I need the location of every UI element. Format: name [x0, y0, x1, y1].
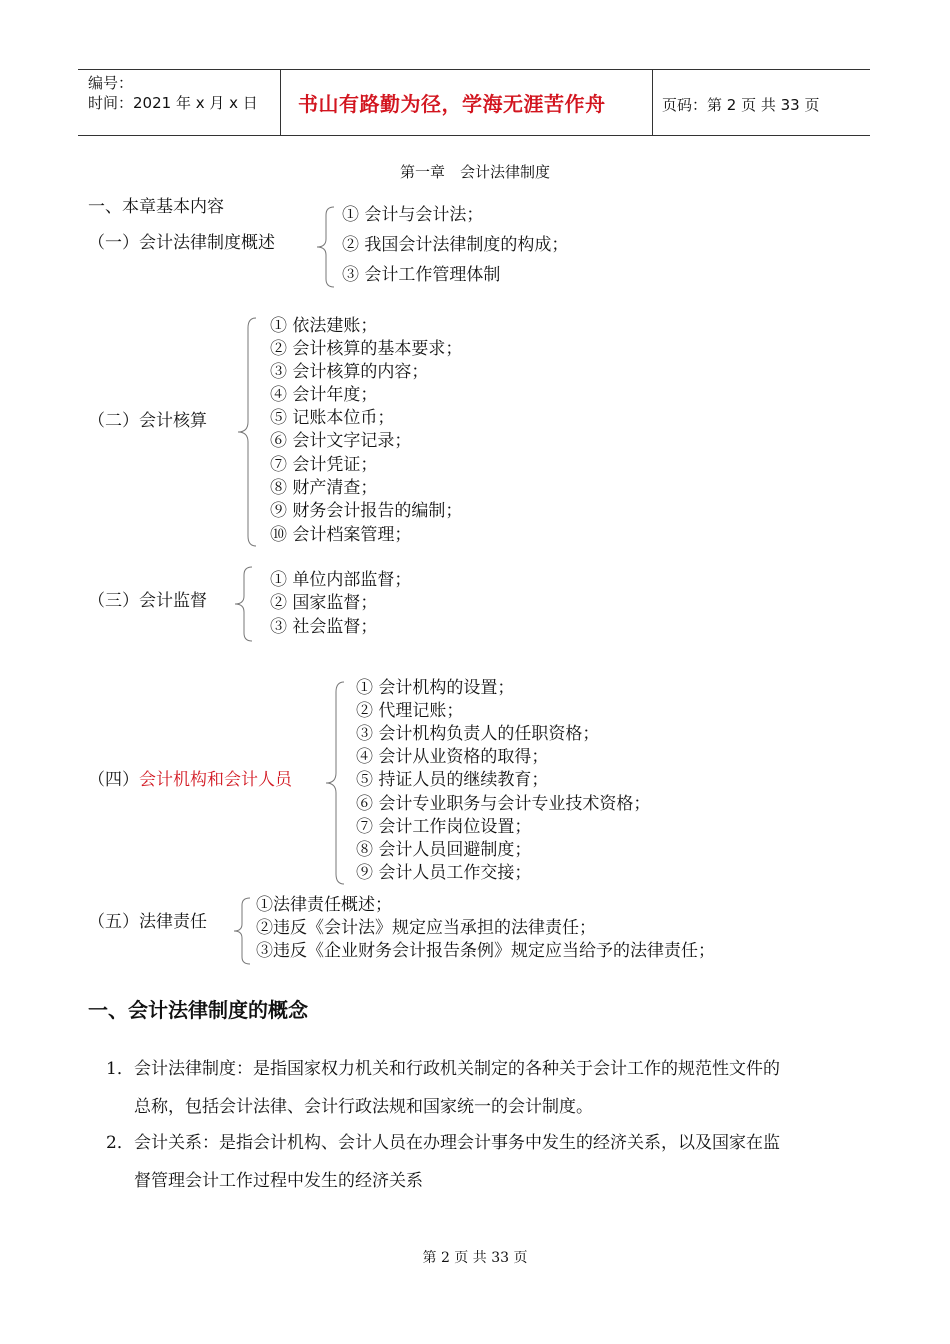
outline-item: ① 会计与会计法； — [342, 205, 484, 225]
curly-brace-icon — [310, 205, 340, 289]
outline-item: ③ 会计核算的内容； — [270, 362, 429, 382]
outline-item: ① 依法建账； — [270, 316, 378, 336]
outline-item: ③ 会计工作管理体制 — [342, 265, 501, 285]
group-heading: （三）会计监督 — [88, 591, 207, 611]
curly-brace-icon — [226, 896, 256, 966]
page-footer: 第 2 页 共 33 页 — [422, 1250, 528, 1266]
outline-item: ① 会计机构的设置； — [356, 678, 515, 698]
outline-item: ④ 会计从业资格的取得； — [356, 747, 549, 767]
curly-brace-icon — [228, 565, 258, 643]
paragraph-1 — [106, 1050, 866, 1126]
outline-item: ② 代理记账； — [356, 701, 464, 721]
paragraph-line: 会计关系：是指会计机构、会计人员在办理会计事务中发生的经济关系，以及国家在监 — [134, 1133, 780, 1153]
outline-item: ⑦ 会计工作岗位设置； — [356, 817, 532, 837]
outline-title: 一、本章基本内容 — [88, 197, 224, 217]
header-top-rule — [78, 69, 870, 70]
curly-brace-icon — [320, 680, 350, 886]
outline-item: ④ 会计年度； — [270, 385, 378, 405]
outline-item: ② 国家监督； — [270, 593, 378, 613]
outline-item: ⑨ 会计人员工作交接； — [356, 863, 532, 883]
outline-item: ③ 社会监督； — [270, 617, 378, 637]
header-divider-left — [280, 69, 281, 136]
group-heading: （二）会计核算 — [88, 411, 207, 431]
outline-item: ⑥ 会计文字记录； — [270, 431, 412, 451]
paragraph-line: 会计法律制度：是指国家权力机关和行政机关制定的各种关于会计工作的规范性文件的 — [134, 1059, 780, 1079]
outline-item: ⑨ 财务会计报告的编制； — [270, 501, 463, 521]
motto: 书山有路勤为径，学海无涯苦作舟 — [298, 92, 606, 116]
outline-item: ② 我国会计法律制度的构成； — [342, 235, 569, 255]
group-heading-prefix: （四） — [88, 770, 139, 790]
paragraph-number: 1． — [106, 1059, 134, 1079]
outline-item: ② 会计核算的基本要求； — [270, 339, 463, 359]
outline-item: ⑦ 会计凭证； — [270, 455, 378, 475]
outline-item: ①法律责任概述； — [256, 895, 392, 915]
doc-number-label: 编号： — [88, 74, 134, 92]
group-heading: （一）会计法律制度概述 — [88, 233, 275, 253]
paragraph-line: 总称，包括会计法律、会计行政法规和国家统一的会计制度。 — [134, 1097, 593, 1117]
paragraph-number: 2． — [106, 1133, 134, 1153]
outline-item: ⑩ 会计档案管理； — [270, 525, 412, 545]
header-bottom-rule — [78, 135, 870, 136]
outline-item: ⑥ 会计专业职务与会计专业技术资格； — [356, 794, 651, 814]
curly-brace-icon — [232, 316, 262, 548]
doc-time-label: 时间：2021 年 x 月 x 日 — [88, 94, 258, 112]
paragraph-2 — [106, 1124, 866, 1200]
group-heading — [88, 769, 292, 791]
group-heading-highlight: 会计机构和会计人员 — [139, 770, 292, 790]
page-indicator: 页码：第 2 页 共 33 页 — [662, 96, 820, 114]
chapter-title: 第一章 会计法律制度 — [399, 163, 550, 181]
group-heading: （五）法律责任 — [88, 912, 207, 932]
outline-item: ⑤ 持证人员的继续教育； — [356, 770, 549, 790]
outline-item: ⑤ 记账本位币； — [270, 408, 395, 428]
outline-item: ③ 会计机构负责人的任职资格； — [356, 724, 600, 744]
outline-item: ②违反《会计法》规定应当承担的法律责任； — [256, 918, 596, 938]
section-heading: 一、会计法律制度的概念 — [88, 998, 308, 1022]
outline-item: ⑧ 财产清查； — [270, 478, 378, 498]
header-divider-right — [652, 69, 653, 136]
outline-item: ③违反《企业财务会计报告条例》规定应当给予的法律责任； — [256, 941, 715, 961]
outline-item: ① 单位内部监督； — [270, 570, 412, 590]
outline-item: ⑧ 会计人员回避制度； — [356, 840, 532, 860]
paragraph-line: 督管理会计工作过程中发生的经济关系 — [134, 1171, 423, 1191]
